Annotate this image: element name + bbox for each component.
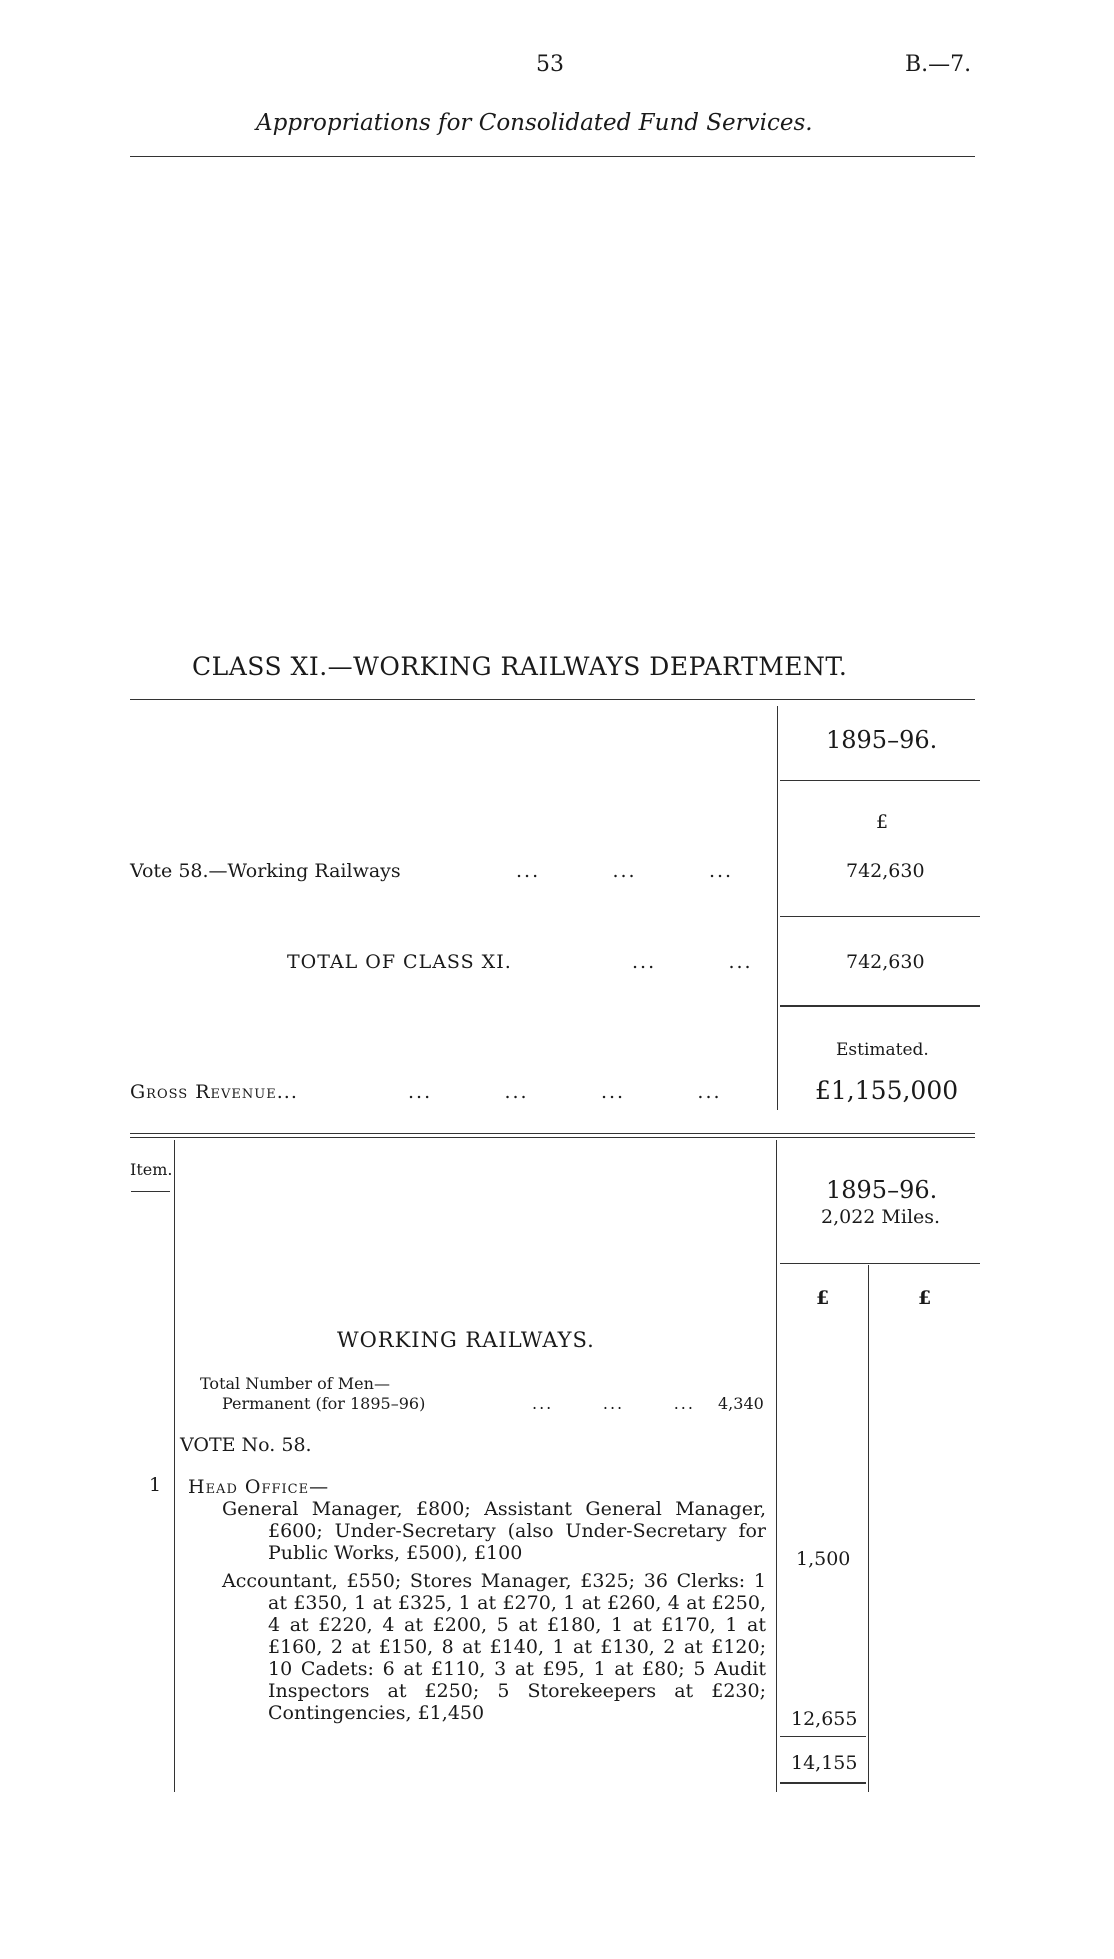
- header-rule: [130, 156, 975, 157]
- item-line-general-manager: General Manager, £800; Assistant General Manager, £600; Under-Secretary (also Under-Secretary for Public Works, £500), £100: [222, 1498, 766, 1564]
- item-line-general-manager-amount: 1,500: [796, 1548, 851, 1570]
- summary-column-divider: [777, 706, 778, 1110]
- item-heading-rule: [131, 1191, 170, 1192]
- total-column-divider: [868, 1265, 869, 1792]
- summary-vote-rule: [780, 916, 980, 917]
- item-line-accountant-amount: 12,655: [791, 1708, 858, 1730]
- detail-year-heading: 1895–96.: [826, 1176, 938, 1204]
- currency-column-2: £: [918, 1287, 932, 1309]
- item-column-divider: [174, 1140, 175, 1792]
- section-double-rule-top: [130, 1133, 975, 1134]
- currency-column-1: £: [816, 1287, 830, 1309]
- amount-column-divider: [776, 1140, 777, 1792]
- class-total-label: TOTAL OF CLASS XI.: [287, 951, 512, 973]
- men-leader-dots: ... ... ...: [532, 1394, 695, 1413]
- summary-currency-symbol: £: [876, 811, 889, 833]
- summary-year-heading: 1895–96.: [826, 726, 938, 754]
- item-total-rule: [780, 1782, 866, 1784]
- item-heading: Head Office—: [188, 1476, 330, 1498]
- men-permanent-label: Permanent (for 1895–96): [222, 1394, 426, 1413]
- section-double-rule-bottom: [130, 1137, 975, 1138]
- class-total-amount: 742,630: [846, 951, 925, 973]
- vote-amount: 742,630: [846, 860, 925, 882]
- summary-year-rule: [780, 780, 980, 781]
- running-title: Appropriations for Consolidated Fund Services.: [256, 110, 813, 136]
- class-title: CLASS XI.—WORKING RAILWAYS DEPARTMENT.: [192, 652, 848, 681]
- item-number: 1: [149, 1474, 162, 1496]
- vote-leader-dots: ... ... ...: [516, 860, 734, 882]
- detail-miles: 2,022 Miles.: [821, 1206, 941, 1228]
- document-reference: B.—7.: [905, 52, 972, 77]
- section-title: WORKING RAILWAYS.: [337, 1328, 595, 1352]
- item-column-heading: Item.: [130, 1160, 173, 1179]
- vote-number: VOTE No. 58.: [180, 1434, 312, 1456]
- item-total-amount: 14,155: [791, 1752, 858, 1774]
- gross-revenue-amount: £1,155,000: [815, 1076, 959, 1105]
- men-permanent-value: 4,340: [718, 1394, 764, 1413]
- gross-revenue-label: Gross Revenue...: [130, 1081, 298, 1103]
- item-line-accountant: Accountant, £550; Stores Manager, £325; 36 Clerks: 1 at £350, 1 at £325, 1 at £270, 1 at £260, 4 at £250, 4 at £220, 4 at £200, 5 at £180, 1 at £170, 1 at £160, 2 at £150, 8 at £140, 1 at £130, 2 at £120; 10 Cadets: 6 at £110, 3 at £95, 1 at £80; 5 Audit Inspectors at £250; 5 Storekeepers at £230; Contingencies, £1,450: [222, 1570, 766, 1724]
- summary-total-rule: [780, 1005, 980, 1007]
- estimated-label: Estimated.: [836, 1040, 929, 1060]
- summary-top-rule: [130, 699, 975, 700]
- vote-label: Vote 58.—Working Railways: [130, 860, 401, 882]
- men-total-label: Total Number of Men—: [200, 1374, 390, 1393]
- gross-revenue-leader-dots: ... ... ... ...: [408, 1081, 722, 1103]
- total-leader-dots: ... ...: [632, 951, 753, 973]
- item-subtotal-rule: [780, 1736, 866, 1737]
- detail-year-rule: [780, 1263, 980, 1264]
- page-number: 53: [536, 52, 564, 77]
